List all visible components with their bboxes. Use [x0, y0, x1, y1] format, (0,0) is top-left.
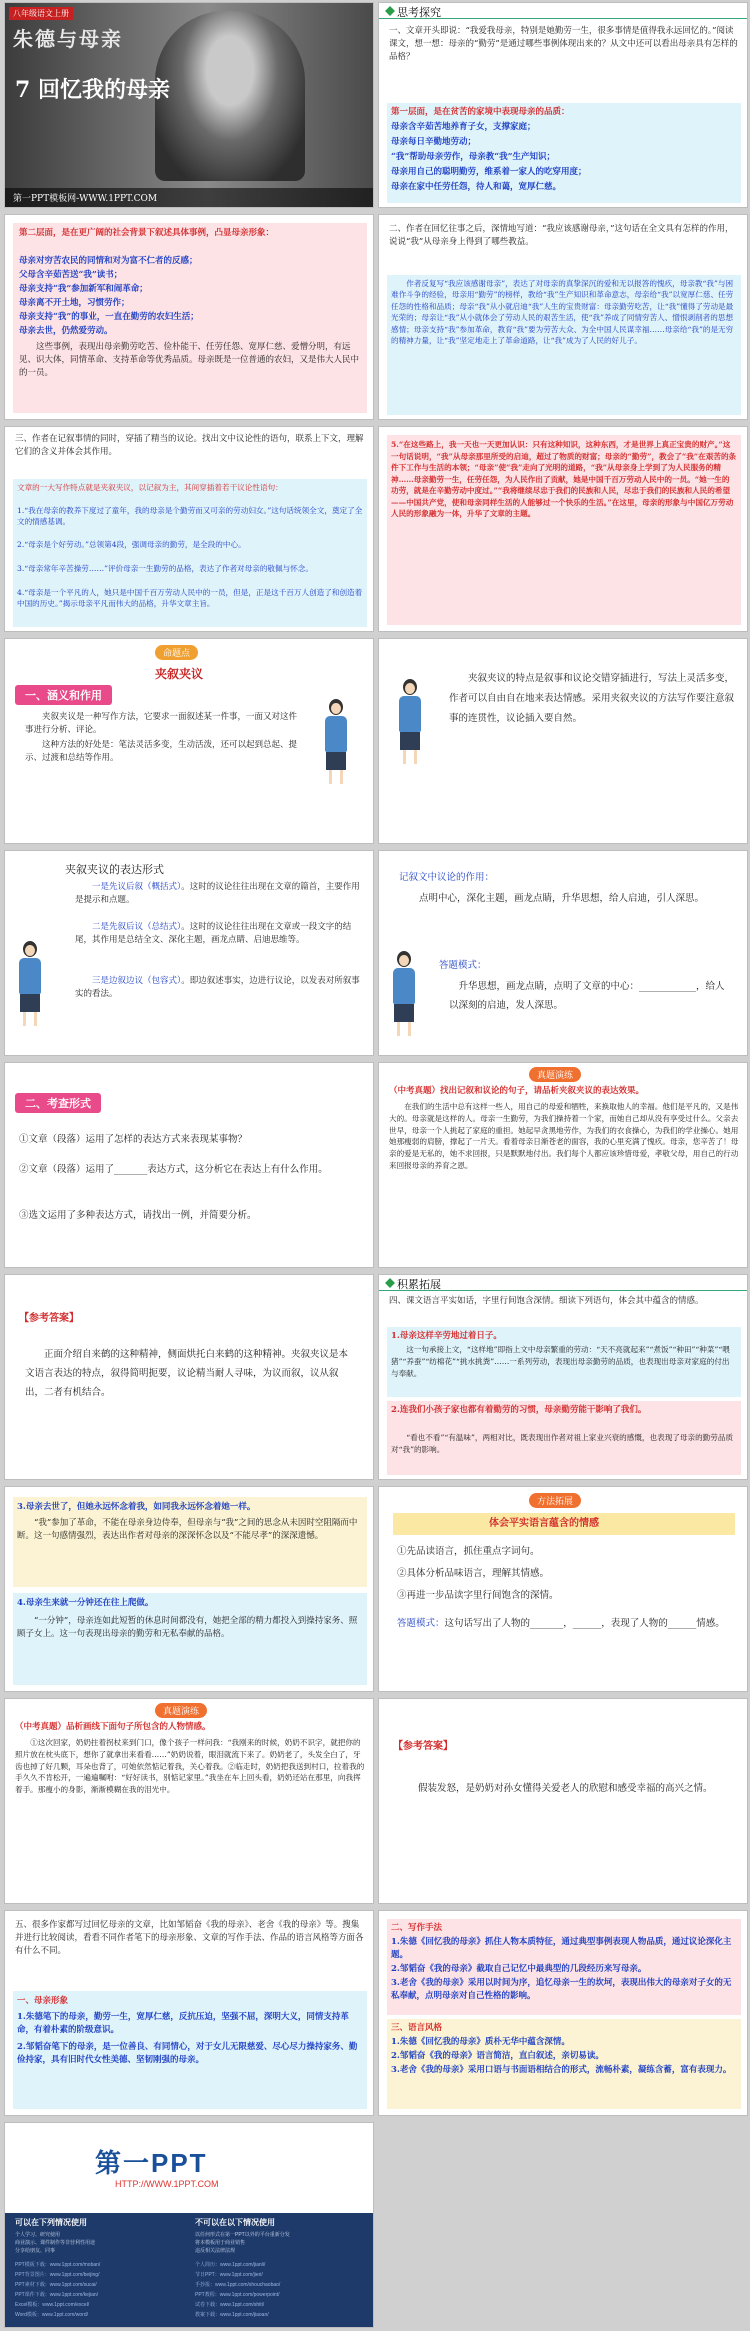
slide-accumulate	[378, 1274, 748, 1480]
slide-exam-practice-1	[378, 1062, 748, 1268]
topic-title: 夹叙夹议	[155, 667, 204, 681]
topic-badge: 命题点	[155, 645, 198, 660]
answer-item: 3.“母亲常年辛苦操劳……”评价母亲一生勤劳的品格，表达了作者对母亲的敬佩与怀念。	[17, 564, 313, 573]
form-desc: 。即边叙述事实，边进行议论，以发表对所叙事实的看法。	[75, 976, 360, 1000]
section-tag: 一、母亲形象	[17, 1996, 69, 2006]
slide-accumulate-2	[4, 1486, 374, 1692]
paragraph: 夹叙夹议是一种写作方法，它要求一面叙述某一件事，一面又对这件事进行分析、评论。	[25, 712, 298, 736]
method-step: ①先品读语言，抓住重点字词句。	[397, 1546, 540, 1557]
teacher-illustration	[399, 679, 421, 764]
slide-heading: 夹叙夹议的表达形式	[65, 863, 164, 876]
answer-summary: 这些事例，表现出母亲勤劳吃苦、俭朴能干、任劳任怨、宽厚仁慈、爱憎分明，有远见、识大体，同情革命、支持革命等优秀品质。母亲既是一位普通的农妇，又是伟大人民中的一员。	[19, 342, 360, 379]
slide-exam-practice-2	[4, 1698, 374, 1904]
usage-forbidden-item: 违反相关法律法规	[195, 2248, 236, 2254]
subheading: 二、写作手法	[391, 1923, 443, 1933]
usage-allowed-item: 个人学习、研究使用	[15, 2232, 61, 2238]
slide-think-3	[378, 214, 748, 420]
answer-label: 【参考答案】	[393, 1741, 453, 1752]
resource-link[interactable]: 试卷下载：www.1ppt.com/shiti/	[195, 2302, 265, 2308]
method-step: ②具体分析品味语言，理解其情感。	[397, 1568, 550, 1579]
slide-ending	[4, 2122, 374, 2328]
exam-question: ③选文运用了多种表达方式，请找出一例，并简要分析。	[19, 1210, 257, 1221]
slide-feature	[378, 638, 748, 844]
method-step: ③再进一步品读字里行间饱含的深情。	[397, 1590, 559, 1601]
slide-think-5	[378, 426, 748, 632]
answer-title: 第一层面，是在贫苦的家境中表现母亲的品质：	[391, 107, 570, 117]
answer-text: 假装发怒，是奶奶对孙女懂得关爱老人的欣慰和感受幸福的高兴之情。	[418, 1783, 713, 1794]
slide-title	[4, 2, 374, 208]
answer-item: 母亲用自己的聪明勤劳，维系着一家人的吃穿用度；	[391, 167, 587, 177]
paragraph	[75, 881, 365, 907]
question-text: 四、课文语言平实如话，字里行间饱含深情。细读下列语句，体会其中蕴含的情感。	[389, 1296, 704, 1306]
question-text: 五、很多作家都写过回忆母亲的文章，比如邹韬奋《我的母亲》、老舍《我的母亲》等。搜集并进行比较阅读，看看不同作者笔下的母亲形象、文章的写作手法、作品的语言风格等方面各有什么不同。	[15, 1920, 364, 1957]
sentence-analysis: “我”参加了革命，不能在母亲身边侍奉，但母亲与“我”之间的思念从未因时空阻隔而中断。这一句感情强烈，表达出作者对母亲的深深怀念以及“不能尽孝”的深深遗憾。	[17, 1518, 358, 1542]
answer-item: 母亲每日辛勤地劳动；	[391, 137, 477, 147]
teacher-illustration	[393, 951, 415, 1036]
grade-badge: 八年级语文上册	[9, 7, 73, 20]
usage-allowed-item: 商业演示、课件制作等非营利性用途	[15, 2240, 96, 2246]
subheading: 记叙文中议论的作用：	[399, 872, 495, 883]
answer-item: 母亲支持“我”参加新军和闹革命；	[19, 284, 148, 294]
practice-badge: 真题演练	[155, 1703, 207, 1718]
resource-link[interactable]: PPT素材下载：www.1ppt.com/sucai/	[15, 2282, 97, 2288]
resource-link[interactable]: PPT课件下载：www.1ppt.com/kejian/	[15, 2292, 99, 2298]
form-lead: 二是先叙后议（总结式）	[92, 922, 182, 932]
paragraph: 点明中心，深化主题，画龙点睛，升华思想，给人启迪，引人深思。	[419, 893, 705, 904]
slide-think-4	[4, 426, 374, 632]
slide-think-1	[378, 2, 748, 208]
answer-item: 1.朱德《回忆我的母亲》抓住人物本质特征，通过典型事例表现人物品质，通过议论深化主题。	[391, 1937, 732, 1961]
answer-item: 母亲对穷苦农民的同情和对为富不仁者的反感；	[19, 256, 198, 266]
paragraph: 夹叙夹议的特点是叙事和议论交错穿插进行，写法上灵活多变，作者可以自由自在地来表达情感。采用夹叙夹议的方法写作要注意叙事的连贯性，议论插入要自然。	[449, 673, 735, 724]
slide-answer-1	[4, 1274, 374, 1480]
resource-link[interactable]: 手抄报：www.1ppt.com/shouchaobao/	[195, 2282, 281, 2288]
answer-item: 3.老舍《我的母亲》采用以时间为序，追忆母亲一生的坎坷，表现出伟大的母亲对子女的无私奉献，点明母亲对自己性格的影响。	[391, 1978, 732, 2002]
question-text: 一、文章开头即说：“我爱我母亲，特别是她勤劳一生，很多事情是值得我永远回忆的。”阅读课文，想一想：母亲的“勤劳”是通过哪些事例体现出来的？从文中还可以看出母亲具有怎样的品格？	[389, 26, 738, 63]
answer-item: 1.朱德《回忆我的母亲》质朴无华中蕴含深情。	[391, 2037, 570, 2047]
method-badge: 方法拓展	[529, 1493, 581, 1508]
sentence-title: 3.母亲去世了，但她永远怀念着我，如同我永远怀念着她一样。	[17, 1502, 256, 1512]
slide-think-2	[4, 214, 374, 420]
resource-link[interactable]: Word模板：www.1ppt.com/word/	[15, 2312, 88, 2318]
answer-item: 母亲支持“我”的事业，一直在勤劳的农妇生活；	[19, 312, 199, 322]
brand-logo: 第一PPT	[95, 2148, 208, 2178]
sentence-title: 1.母亲这样辛劳地过着日子。	[391, 1331, 502, 1341]
answer-text: 作者反复写“我应该感谢母亲”，表达了对母亲的真挚深沉的爱和无以报答的愧疚，母亲教“我”与困难作斗争的经验，母亲用“勤劳”的榜样，教给“我”生产知识和革命意志，母亲给“我”以宽厚仁慈、任劳任怨的性格和品质；母亲“我”从小就启迪“我”人生的宝贵财富：母亲勤劳吃苦，让“我”懂得了劳动是最光荣的；母亲让“我”从小就体会了劳动人民的艰苦生活，使“我”养成了同情穷苦人、憎恨剥削者的思想感情；母亲支持“我”参加革命，教育“我”要为劳苦大众、为全中国人民谋幸福……母亲给“我”的是无穷的精神力量，让“我”坚定地走上了革命道路，让“我”成为了人民的好儿子。	[391, 279, 734, 345]
question-text: 三、作者在记叙事情的同时，穿插了精当的议论。找出文中议论性的语句，联系上下文，理解它们的含义并体会其作用。	[15, 434, 364, 458]
format-text: 这句话写出了人物的_______，______，表现了人物的______情感。	[444, 1618, 725, 1629]
paragraph	[75, 975, 365, 1001]
exam-question: ②文章（段落）运用了_______表达方式，这分析它在表达上有什么作用。	[19, 1164, 328, 1175]
answer-item: 4.“母亲是一个平凡的人，她只是中国千百万劳动人民中的一员，但是，正是这千百万人创造了和创造着中国的历史。”揭示母亲平凡而伟大的品格，升华文章主旨。	[17, 588, 363, 609]
mother-portrait	[155, 11, 305, 181]
slide-exam-forms	[4, 1062, 374, 1268]
answer-format	[397, 1615, 737, 1633]
sentence-title: 4.母亲生来就一分钟还在往上爬做。	[17, 1598, 154, 1608]
form-desc: 。这时的议论往往出现在文章或一段文字的结尾，其作用是总结全文、深化主题，画龙点睛、启迪思维等。	[75, 922, 352, 946]
sentence-analysis: 这一句承接上文，“这样地”即指上文中母亲繁重的劳动：“天不亮就起来”“煮饭”“种田”“种菜”“喂猪”“养蚕”“纺棉花”“挑水挑粪”……一系列劳动，表现出母亲勤劳的品质，也表现出母亲对家庭的付出与奉献。	[391, 1345, 730, 1378]
slide-function	[378, 850, 748, 1056]
resource-link[interactable]: 教案下载：www.1ppt.com/jiaoan/	[195, 2312, 269, 2318]
slide-answer-2	[378, 1698, 748, 1904]
section-header: 思考探究	[379, 3, 747, 19]
slide-footer: 第一PPT模板网-WWW.1PPT.COM	[5, 188, 373, 207]
practice-passage: ①这次回家，奶奶拄着拐杖来到门口，像个孩子一样问我：“我刚来的时候，奶奶不识字，就把你的照片放在枕头底下，想你了就拿出来看看……”奶奶说着，眼泪就流下来了。奶奶老了，头发全白了，牙齿也掉了好几颗，耳朵也背了，可她依然惦记着我，关心着我。②临走时，奶奶把我送到村口，拉着我的手久久不肯松开，一遍遍嘱咐：“好好读书，别惦记家里。”我坐在车上回头看，奶奶还站在那里，向我挥着手。那瘦小的身影，渐渐模糊在我的泪光中。	[15, 1738, 365, 1795]
slide-compare	[4, 1910, 374, 2116]
section-tag: 一、涵义和作用	[15, 685, 112, 705]
section-header: 积累拓展	[379, 1275, 747, 1291]
teacher-illustration	[19, 941, 41, 1026]
resource-link[interactable]: PPT教程：www.1ppt.com/powerpoint/	[195, 2292, 280, 2298]
practice-badge: 真题演练	[529, 1067, 581, 1082]
slide-method	[378, 1486, 748, 1692]
section-tag: 二、考查形式	[15, 1093, 101, 1113]
usage-allowed-item: 分享给朋友、同事	[15, 2248, 56, 2254]
answer-item: 2.邹韬奋《我的母亲》截取自己记忆中最典型的几段经历来写母亲。	[391, 1964, 647, 1974]
answer-text: 5.“在这些路上，我一天也一天更加认识：只有这种知识，这种东西，才是世界上真正宝贵的财产。”这一句话说明，“我”从母亲那里所受的启迪，超过了物质的财富；母亲的“勤劳”，教会了“我”在艰苦的条件下工作与生活的本领；“母亲”使“我”走向了光明的道路，“我”从母亲身上学到了为人民服务的精神……母亲勤劳一生，任劳任怨，为人民作出了贡献，她是中国千百万劳动人民中的一员。“她一生的功劳，就是在辛勤劳动中度过。”“我将继续尽忠于我们的民族和人民，尽忠于我们的民族和人民的希望——中国共产党，使和母亲同样生活的人能够过一个快乐的生活。”在这里，母亲的形象与中国亿万劳动人民的形象融为一体，升华了文章的主题。	[391, 440, 737, 519]
form-lead: 一是先议后叙（概括式）	[92, 882, 182, 892]
form-desc: 。这时的议论往往出现在文章的篇首，主要作用是提示和点题。	[75, 882, 360, 906]
answer-item: 1.“我在母亲的教养下度过了童年，我的母亲是个勤劳而又可亲的劳动妇女。”这句话统领全文，奠定了全文的情感基调。	[17, 506, 363, 527]
usage-allowed-title: 可以在下列情况使用	[15, 2218, 87, 2227]
resource-link[interactable]: PPT背景图片：www.1ppt.com/beijing/	[15, 2272, 100, 2278]
form-lead: 三是边叙边议（包容式）	[92, 976, 182, 986]
resource-link[interactable]: 节日PPT：www.1ppt.com/jieri/	[195, 2272, 263, 2278]
usage-forbidden-item: 以任何形式在第一PPT以外的平台重新分发	[195, 2232, 290, 2238]
subheading: 答题模式：	[439, 960, 487, 971]
answer-item: 2.邹韬奋《我的母亲》语言简洁，直白叙述，亲切易读。	[391, 2051, 604, 2061]
answer-item: 3.老舍《我的母亲》采用口语与书面语相结合的形式，流畅朴素，凝练含蓄，富有表现力。	[391, 2065, 732, 2075]
practice-passage: 在我们的生活中总有这样一些人，用自己的母爱和牺牲，来换取他人的幸福。他们是平凡的，又是伟大的。母亲就是这样的人。母亲一生勤劳，为我们操持着一个家，而她自己却从没有享受过什么。父亲去世早，母亲一个人挑起了家庭的重担。她起早贪黑地劳作，为我们的衣食操心，为我们的学业操心。她用她那瘦弱的肩膀，撑起了一片天。看着母亲日渐苍老的面容，我的心里充满了愧疚。母亲，您辛苦了！母亲的爱是无私的，她不求回报，只是默默地付出。我们每个人都应该珍惜母爱，孝敬父母，用自己的行动来回报母亲的养育之恩。	[389, 1102, 739, 1170]
answer-item: 母亲去世，仍然爱劳动。	[19, 326, 113, 336]
slide-forms	[4, 850, 374, 1056]
answer-label: 【参考答案】	[19, 1313, 79, 1324]
answer-title: 第二层面，是在更广阔的社会背景下叙述具体事例，凸显母亲形象：	[19, 228, 275, 238]
practice-title: （中考真题）品析画线下面句子所包含的人物情感。	[15, 1722, 211, 1732]
paragraph	[75, 921, 365, 947]
resource-link[interactable]: PPT模板下载：www.1ppt.com/moban/	[15, 2262, 101, 2268]
brand-url: HTTP://WWW.1PPT.COM	[115, 2179, 219, 2189]
answer-item: 母亲离不开土地，习惯劳作；	[19, 298, 130, 308]
subheading: 三、语言风格	[391, 2023, 443, 2033]
calligraphy-text: 朱德与母亲	[13, 27, 123, 51]
usage-forbidden-item: 将本模板用于商业销售	[195, 2240, 246, 2246]
answer-item: 2.“母亲是个好劳动。”总领第4段，强调母亲的勤劳，是全段的中心。	[17, 540, 246, 549]
slide-topic-intro	[4, 638, 374, 844]
sentence-title: 2.连我们小孩子家也都有着勤劳的习惯，母亲勤劳能干影响了我们。	[391, 1405, 647, 1415]
answer-item: 母亲在家中任劳任怨，待人和蔼，宽厚仁慈。	[391, 182, 562, 192]
answer-item: 父母含辛茹苦送“我”读书；	[19, 270, 123, 280]
practice-title: （中考真题）找出记叙和议论的句子，请品析夹叙夹议的表达效果。	[389, 1086, 645, 1096]
paragraph: 升华思想，画龙点睛，点明了文章的中心：____________，给人以深刻的启迪，发人深思。	[449, 981, 725, 1011]
resource-link[interactable]: Excel模板：www.1ppt.com/excel/	[15, 2302, 90, 2308]
question-text: 二、作者在回忆往事之后，深情地写道：“我应该感谢母亲，”这句话在全文具有怎样的作用，说说“我”从母亲身上得到了哪些教益。	[389, 224, 734, 248]
answer-text: 正面介绍自来鹤的这种精神，侧面烘托白来鹤的这种精神。夹叙夹议是本文语言表达的特点，叙得简明扼要，议论精当耐人寻味，为议而叙，议从叙出，二者有机结合。	[25, 1349, 349, 1398]
answer-intro: 文章的一大写作特点就是夹叙夹议，以记叙为主，其间穿插着若干议论性语句：	[17, 483, 283, 492]
exam-question: ①文章（段落）运用了怎样的表达方式来表现某事物？	[19, 1134, 248, 1145]
slide-compare-2	[378, 1910, 748, 2116]
teacher-illustration	[325, 699, 347, 784]
paragraph: 这种方法的好处是：笔法灵活多变，生动活泼，还可以起到总起、提示、过渡和总结等作用。	[25, 740, 298, 764]
method-title: 体会平实语言蕴含的情感	[489, 1518, 599, 1529]
answer-item: 1.朱德笔下的母亲，勤劳一生，宽厚仁慈，反抗压迫，坚强不屈，深明大义，同情支持革命，有着朴素的阶级意识。	[17, 2012, 349, 2036]
lesson-title: 7 回忆我的母亲	[15, 77, 170, 103]
sentence-analysis: “一分钟”，母亲连如此短暂的休息时间都没有，她把全部的精力都投入到操持家务、照顾子女上。这一句表现出母亲的勤劳和无私奉献的品格。	[17, 1616, 358, 1640]
format-label: 答题模式：	[397, 1618, 445, 1629]
usage-forbidden-title: 不可以在以下情况使用	[195, 2218, 275, 2227]
resource-link[interactable]: 个人简历：www.1ppt.com/jianli/	[195, 2262, 266, 2268]
answer-item: 母亲含辛茹苦地养育子女，支撑家庭；	[391, 122, 536, 132]
answer-item: 2.邹韬奋笔下的母亲，是一位善良、有同情心，对于女儿无限慈爱、尽心尽力操持家务、勤俭持家，具有旧时代女性美德、坚韧刚强的母亲。	[17, 2042, 358, 2066]
sentence-analysis: “看也不看”“有温味”，两相对比，既表现出作者对祖上家业兴衰的感慨，也表现了母亲的勤劳品质对“我”的影响。	[391, 1433, 734, 1454]
answer-item: “我”帮助母亲劳作，母亲教“我”生产知识；	[391, 152, 556, 162]
